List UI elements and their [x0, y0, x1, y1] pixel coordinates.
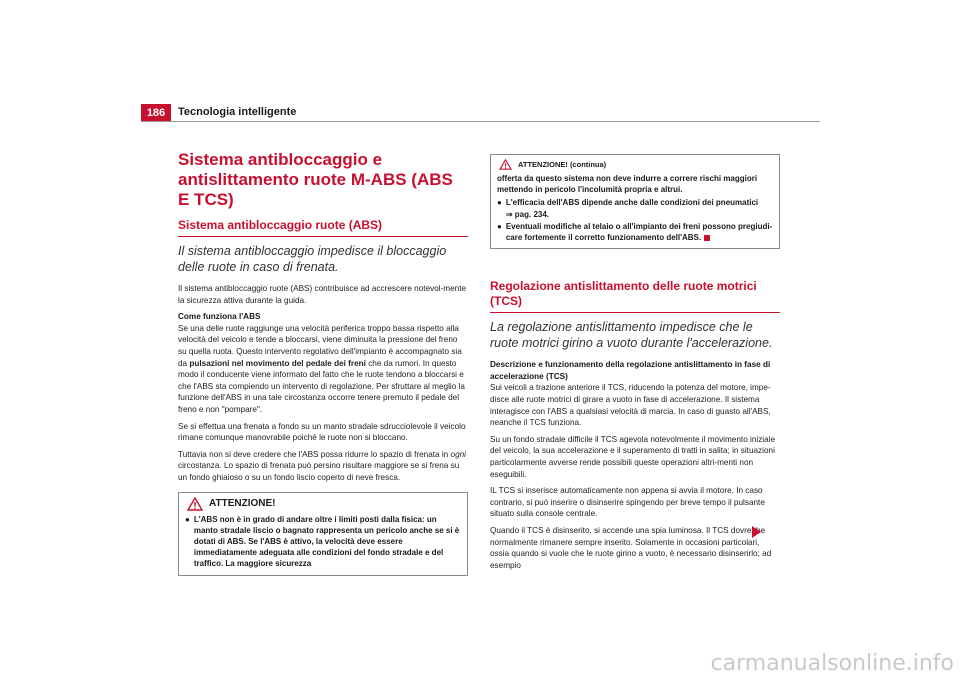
abs-warning-continued-box [490, 154, 780, 249]
tcs-desc-heading: Descrizione e funzionamento della regolazione antislittamento in fase di accelerazione (TCS) [490, 360, 771, 381]
abs-warning-box [178, 492, 468, 576]
page-reference-link[interactable]: ⇒ pag. 234. [505, 209, 550, 219]
abs-warning-header [179, 493, 467, 514]
abs-warning-bullet-tyres-text [506, 197, 758, 219]
tcs-paragraph-1: Sui veicoli a trazione anteriore il TCS, riducendo la potenza del motore, impe-disce alle ruote motrici di girare a vuoto in fase di accelerazione. Il sistema interagisce con l'ABS a qualsiasi velocità di marcia. In caso di guasto all'ABS, neanche il TCS funziona. [490, 383, 771, 428]
abs-warning-bullet-text: L'ABS non è in grado di andare oltre i limiti posti dalla fisica: un manto stradale liscio o bagnato rappresenta un pericolo anche se si è dotati di ABS. Se l'ABS è attivo, la velocità deve essere immediatamente adeguata alle condizioni del fondo stradale e del traffico. La maggiore sicurezza [193, 514, 460, 569]
tcs-paragraph-4: Quando il TCS è disinserito, si accende una spia luminosa. Il TCS dovrebbe normalmente rimanere sempre inserito. Solamente in occasioni particolari, ossia quando si vuole che le ruote girino a vuoto, è necessario disinserirlo; ad esempio [490, 525, 772, 570]
end-marker-icon [704, 235, 710, 241]
abs-warning-bullet-tyres-a: L'efficacia dell'ABS dipende anche dalle condizioni dei pneumatici [505, 198, 759, 208]
tcs-subtitle: Regolazione antislittamento delle ruote motrici (TCS) [490, 279, 780, 313]
bullet-dot-icon: ● [185, 514, 190, 524]
abs-warning-continued-body [491, 173, 779, 248]
abs-warning-continued-text: offerta da questo sistema non deve indurre a correre rischi maggiori mettendo in pericolo l'incolumità propria e altrui. [497, 174, 758, 195]
abs-warning-bullet [185, 514, 461, 570]
running-title: Tecnologia intelligente [178, 106, 297, 118]
abs-paragraph-2 [178, 323, 468, 416]
tcs-lead: La regolazione antislittamento impedisce che le ruote motrici girino a vuoto durante l'accelerazione. [490, 320, 773, 351]
bullet-dot-icon: ● [497, 221, 502, 231]
abs-lead: Il sistema antibloccaggio impedisce il bloccaggio delle ruote in caso di frenata. [178, 244, 447, 274]
page-number: 186 [141, 104, 171, 121]
abs-paragraph-4-italic: ogni [450, 449, 466, 459]
header-divider [141, 121, 820, 122]
abs-warning-bullet-tyres [497, 197, 773, 219]
right-column [490, 150, 780, 576]
abs-paragraph-2-c: che da rumori. In questo modo il conducente viene informato del fatto che le ruote tendono a bloccarsi e che l'ABS sta compiendo un intervento di regolazione. Per sfruttare al meglio la funzione dell'ABS in una tale circostanza occorre tenere premuto il pedale del freno e non "pompare". [178, 358, 465, 414]
abs-paragraph-4-a: Tuttavia non si deve credere che l'ABS possa ridurre lo spazio di frenata in [178, 449, 451, 459]
abs-paragraph-4-c: circostanza. Lo spazio di frenata può persino risultare maggiore se si frena su un fondo ghiaioso o su un fondo liscio coperto di neve fresca. [178, 461, 460, 482]
tcs-paragraph-3: IL TCS si inserisce automaticamente non appena si avvia il motore. In caso contrario, si può inserire o disinserire spingendo per breve tempo il pulsante situato sulla console centrale. [490, 486, 765, 519]
continue-arrow-icon [752, 526, 761, 538]
abs-paragraph-1: Il sistema antibloccaggio ruote (ABS) contribuisce ad accrescere notevol-mente la sicurezza attiva durante la guida. [178, 284, 467, 305]
abs-paragraph-2-bold: pulsazioni nel movimento del pedale dei freni [189, 358, 366, 368]
abs-paragraph-2-a: Se una delle ruote raggiunge una velocità periferica troppo bassa rispetto alla velocità del veicolo e tende a bloccarsi, viene diminuita la pressione del freno su quella ruota. Questo intervento regolativo dell'impianto è accompagnato sia da [178, 323, 462, 368]
watermark: carmanualsonline.info [710, 651, 954, 676]
bullet-dot-icon: ● [497, 198, 502, 208]
abs-warning-bullet-mods-a: Eventuali modifiche al telaio o all'impianto dei freni possono pregiudi-care fortemente il corretto funzionamento dell'ABS. [505, 221, 773, 243]
abs-warning-bullet-mods-text [506, 221, 773, 243]
abs-warning-continued-title: ATTENZIONE! (continua) [518, 160, 607, 169]
warning-triangle-icon [187, 497, 203, 511]
abs-warning-continued-header [491, 155, 779, 173]
abs-paragraph-4 [178, 449, 468, 484]
abs-warning-body [179, 514, 467, 575]
abs-how-heading: Come funziona l'ABS [178, 312, 261, 322]
abs-paragraph-3: Se si effettua una frenata a fondo su un manto stradale sdrucciolevole il veicolo rimane comunque manovrabile poiché le ruote non si bloccano. [178, 421, 466, 443]
warning-triangle-icon [499, 159, 512, 170]
abs-subtitle: Sistema antibloccaggio ruote (ABS) [178, 218, 468, 237]
left-column [178, 150, 468, 576]
abs-warning-bullet-mods [497, 221, 773, 243]
abs-warning-title: ATTENZIONE! [209, 498, 276, 509]
section-title: Sistema antibloccaggio e antislittamento ruote M-ABS (ABS E TCS) [178, 150, 453, 209]
tcs-paragraph-2: Su un fondo stradale difficile il TCS agevola notevolmente il movimento iniziale del veicolo, la sua accelerazione e il superamento di tratti in salita; in situazioni particolarmente avverse rende possibili queste operazioni altri-menti non eseguibili. [490, 434, 776, 479]
